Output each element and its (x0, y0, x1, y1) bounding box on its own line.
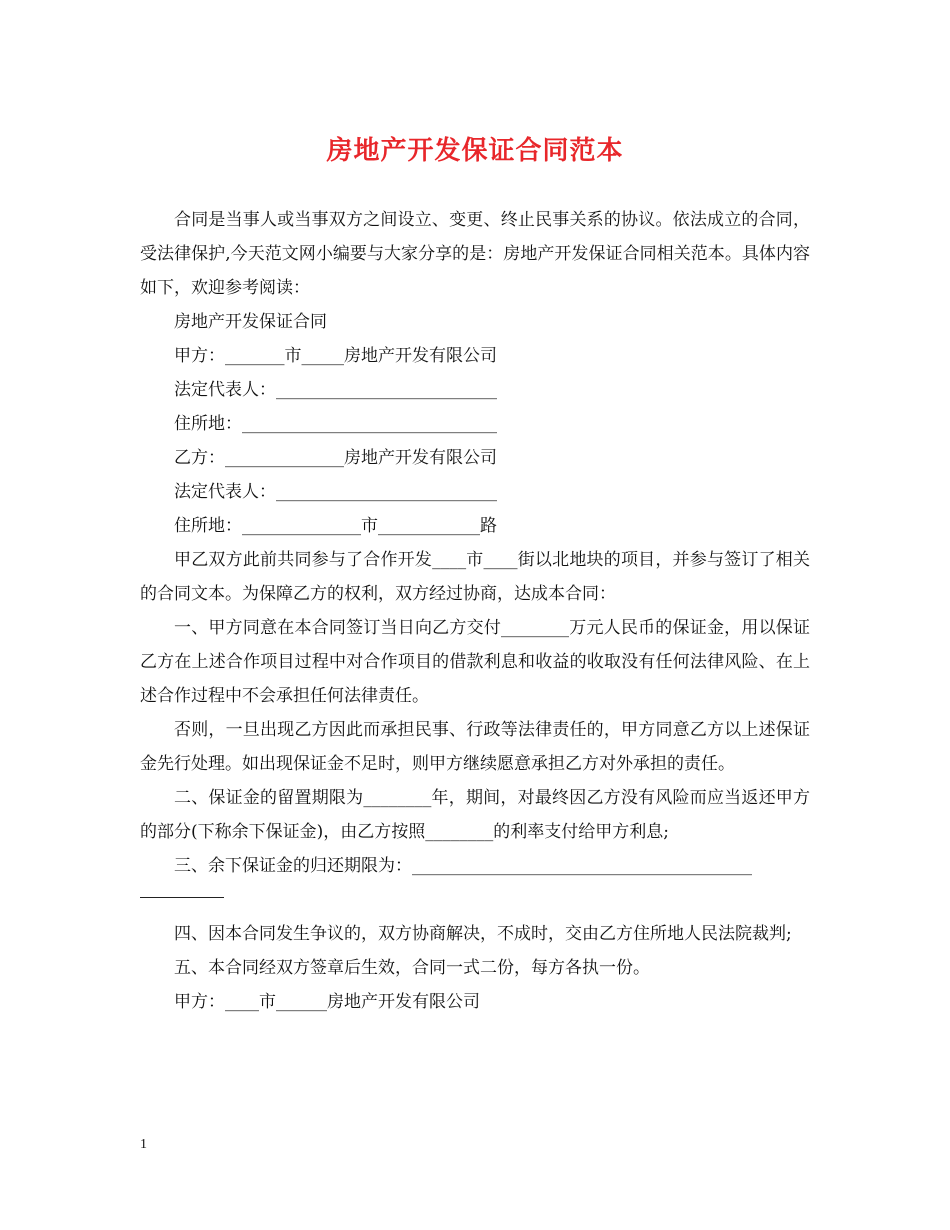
clause-1: 一、甲方同意在本合同签订当日向乙方交付________万元人民币的保证金，用以保证乙方在上述合作项目过程中对合作项目的借款利息和收益的收取没有任何法律风险、在上述合作过程中不会承担任何法律责任。 (140, 618, 810, 706)
clause-1-continued: 否则，一旦出现乙方因此而承担民事、行政等法律责任的，甲方同意乙方以上述保证金先行处理。如出现保证金不足时，则甲方继续愿意承担乙方对外承担的责任。 (140, 720, 810, 774)
intro-paragraph: 合同是当事人或当事双方之间设立、变更、终止民事关系的协议。依法成立的合同，受法律保护,今天范文网小编要与大家分享的是：房地产开发保证合同相关范本。具体内容如下，欢迎参考阅读： (140, 210, 810, 298)
party-b-representative: 法定代表人：__________________________ (174, 482, 497, 502)
clause-4: 四、因本合同发生争议的，双方协商解决，不成时，交由乙方住所地人民法院裁判; (174, 924, 792, 944)
preamble-paragraph: 甲乙双方此前共同参与了合作开发____市____街以北地块的项目，并参与签订了相关的合同文本。为保障乙方的权利，双方经过协商，达成本合同： (140, 550, 810, 604)
document-body (140, 203, 810, 1019)
blank-rule (140, 897, 224, 898)
party-a-address: 住所地：______________________________ (174, 414, 497, 434)
party-b-line: 乙方：______________房地产开发有限公司 (174, 448, 497, 468)
party-a-representative: 法定代表人：__________________________ (174, 380, 497, 400)
clause-5: 五、本合同经双方签章后生效，合同一式二份，每方各执一份。 (174, 958, 650, 978)
party-a-line: 甲方：_______市_____房地产开发有限公司 (174, 346, 497, 366)
document-title: 房地产开发保证合同范本 (326, 136, 624, 166)
signature-party-a: 甲方：____市______房地产开发有限公司 (174, 992, 480, 1012)
clause-3: 三、余下保证金的归还期限为：________________________________________ (174, 856, 752, 876)
clause-2: 二、保证金的留置期限为________年，期间，对最终因乙方没有风险而应当返还甲方的部分(下称余下保证金)，由乙方按照________的利率支付给甲方利息; (140, 788, 810, 842)
party-b-address: 住所地：______________市____________路 (174, 516, 497, 536)
contract-title: 房地产开发保证合同 (174, 312, 327, 332)
page-number: 1 (140, 1137, 147, 1152)
